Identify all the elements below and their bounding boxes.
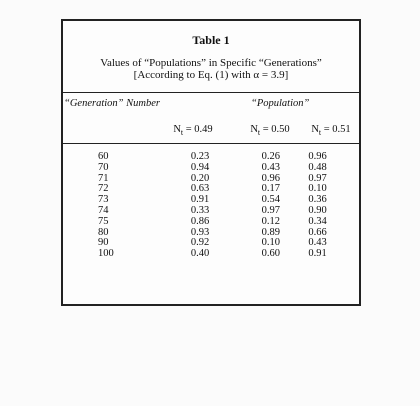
population-049-cell: 0.63	[190, 183, 210, 195]
population-050-cell: 0.26	[261, 151, 280, 162]
population-051-cell: 0.97	[308, 172, 327, 184]
population-050-cell: 0.60	[261, 248, 280, 260]
population-050-cell: 0.17	[261, 183, 280, 195]
subtitle-line-2: [According to Eq. (1) with α = 3.9]	[133, 69, 289, 81]
population-051-cell: 0.43	[308, 237, 327, 249]
generation-cell: 75	[98, 215, 109, 227]
population-051-cell: 0.96	[308, 151, 327, 162]
population-051-cell: 0.10	[308, 183, 327, 195]
population-049-cell: 0.33	[190, 204, 210, 216]
generation-cell: 70	[98, 161, 109, 173]
generation-cell: 72	[98, 183, 109, 195]
generation-cell: 60	[98, 151, 109, 162]
population-049-cell: 0.20	[190, 172, 210, 184]
initial-condition-1: $N_t = 0.49$	[173, 124, 213, 138]
table-title: Table 1	[192, 33, 230, 47]
generation-header: “Generation” Number	[64, 98, 160, 109]
table-row	[63, 163, 359, 174]
population-051-cell: 0.34	[308, 215, 327, 227]
population-050-cell: 0.97	[261, 204, 280, 216]
population-051-cell: 0.90	[308, 204, 327, 216]
top-rule	[63, 92, 359, 93]
table-row	[63, 249, 359, 260]
population-050-cell: 0.43	[261, 161, 280, 173]
population-049-cell: 0.92	[190, 237, 210, 249]
population-051-cell: 0.48	[308, 161, 327, 173]
header-rule	[63, 143, 359, 144]
population-049-cell: 0.91	[190, 194, 210, 206]
population-051-cell: 0.66	[308, 226, 327, 238]
generation-cell: 73	[98, 194, 109, 206]
population-051-cell: 0.91	[308, 248, 327, 260]
population-050-cell: 0.10	[261, 237, 280, 249]
generation-cell: 71	[98, 172, 109, 184]
population-050-cell: 0.54	[261, 194, 280, 206]
generation-cell: 74	[98, 204, 109, 216]
initial-condition-2: $N_t = 0.50$	[250, 124, 290, 138]
population-049-cell: 0.23	[190, 151, 210, 162]
data-table	[63, 152, 359, 260]
population-049-cell: 0.86	[190, 215, 210, 227]
subtitle-line-1: Values of “Populations” in Specific “Generations”	[100, 57, 322, 69]
generation-cell: 80	[98, 226, 109, 238]
population-051-cell: 0.36	[308, 194, 327, 206]
table-subtitle	[63, 57, 359, 81]
population-049-cell: 0.94	[190, 161, 210, 173]
generation-cell: 90	[98, 237, 109, 249]
population-050-cell: 0.89	[261, 226, 280, 238]
initial-condition-3: $N_t = 0.51$	[311, 124, 351, 138]
table-row	[63, 217, 359, 228]
table-frame	[61, 19, 361, 306]
population-header: “Population”	[251, 98, 310, 109]
population-050-cell: 0.96	[261, 172, 280, 184]
population-049-cell: 0.40	[190, 248, 210, 260]
generation-cell: 100	[98, 248, 114, 260]
population-049-cell: 0.93	[190, 226, 210, 238]
population-050-cell: 0.12	[261, 215, 280, 227]
